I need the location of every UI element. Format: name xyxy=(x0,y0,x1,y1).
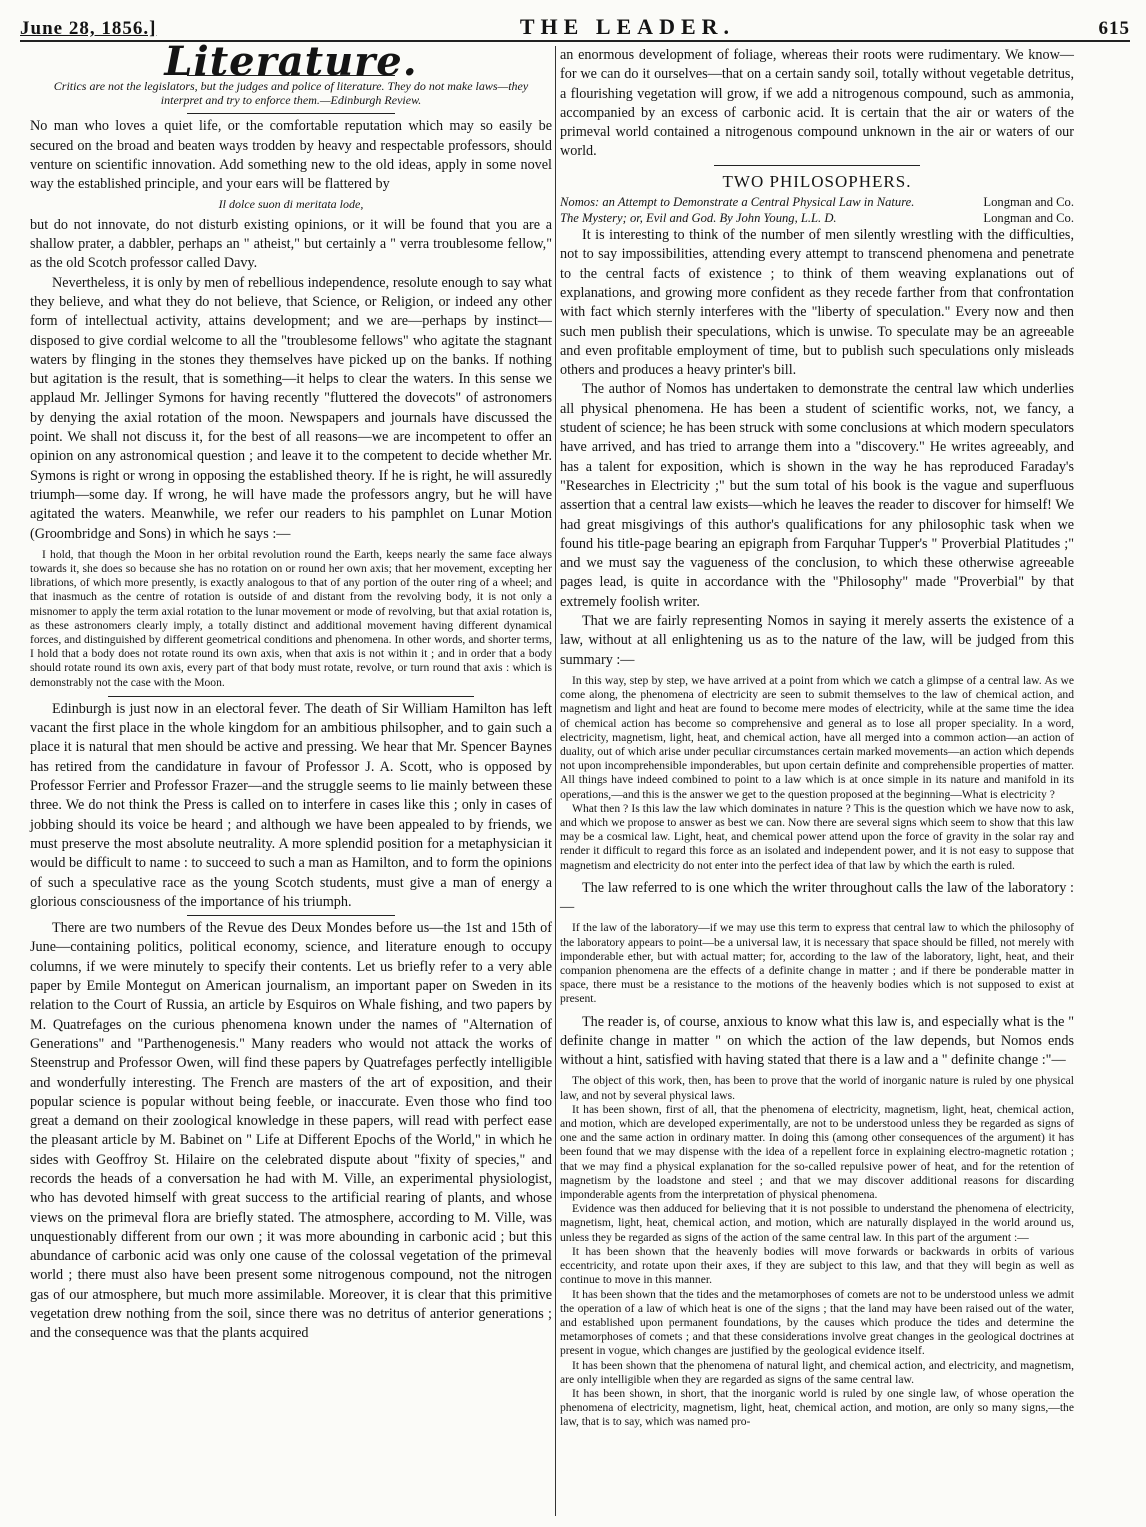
paragraph: The reader is, of course, anxious to know what this law is, and especially what is the " definite change in matter " on which the action of the law depends, but Nomos ends without a hint, satisfied with having stated that there is a law and a " definite change :"— xyxy=(560,1013,1074,1069)
extract: Evidence was then adduced for believing that it is not possible to understand the phenomena of electricity, magnetism, light, heat, chemical action, and motion, which are naturally displayed in the world around us, unless they be regarded as signs of the action of the same central law. In this part of the argument :— xyxy=(560,1202,1074,1244)
extract: It has been shown, first of all, that the phenomena of electricity, magnetism, light, heat, chemical action, and motion, which are developed experimentally, are not to be understood unless they be regarded as signs of one and the same action in ordinary matter. In doing this (among other consequences of the argument) it has been found that we may dispense with the idea of a repellent force in explaining electro-magnetic rotation ; that we may find a physical explanation for the so-called repulsive power of heat, and for the retention of magnetism by the loadstone and steel ; and that we may discover additional reasons for discarding imponderable agents from the interpretation of physical phenomena. xyxy=(560,1102,1074,1202)
page-header xyxy=(20,6,1130,42)
right-column xyxy=(560,46,1074,1436)
paragraph: There are two numbers of the Revue des Deux Mondes before us—the 1st and 15th of June—containing politics, political economy, science, and literature enough to occupy columns, if we were minutely to specify their contents. Let us briefly refer to a very able paper by Emile Montegut on American journalism, an important paper on Sweden in its relation to the Court of Russia, an article by Esquiros on Whale fishing, and two papers by M. Quatrefages on the curious phenomena known under the names of "Alternation of Generations" and "Parthenogenesis." Many readers who would not attack the works of Steenstrup and Professor Owen, will find these papers by Quatrefages perfectly intelligible and wonderfully interesting. The French are masters of the art of exposition, and their popular science is popular without being feeble, or inaccurate. Even those who find too great a demand on their zoological knowledge in these papers, will read with perfect ease the pleasant article by M. Babinet on " Life at Different Epochs of the World," in which he sides with Geoffroy St. Hilaire on the celebrated dispute about "fixity of species," and records the heads of a conversation he had with M. Ville, an experimental physiologist, who has devoted himself with great success to the artificial rearing of plants, and whose views on the primeval flora are briefly stated. The atmosphere, according to M. Ville, was unquestionably different from our own ; it was more abounding in carbonic acid ; but this abundance of carbonic acid was only one cause of the colossal vegetation of the primeval world ; there must also have been present some nitrogenous compound, not the nitrogen gas of our atmosphere, but much more assimilable. Moreover, it is clear that this primitive vegetation drew nothing from the soil, since there was no detritus of anterior generations ; and the consequence was that the plants acquired xyxy=(30,920,552,1342)
extract-block xyxy=(560,1074,1074,1429)
motto xyxy=(40,79,542,107)
masthead-title: THE LEADER. xyxy=(519,14,736,39)
extract: It has been shown that the phenomena of natural light, and chemical action, and electricity, and magnetism, are only intelligible when they are regarded as signs of the same central law. xyxy=(560,1358,1074,1386)
column-divider xyxy=(555,46,556,1516)
paragraph: Edinburgh is just now in an electoral fever. The death of Sir William Hamilton has left vacant the first place in the whole kingdom for an ambitious philsopher, and to gain such a place it is natural that men should be active and pressing. We hear that Mr. Spencer Baynes has retired from the candidature in favour of Professor J. A. Scott, who is opposed by Professor Ferrier and Professor Frazer—and the struggle seems to lie mainly between these three. We do not think the Press is called on to interfere in cases like this ; only in cases of jobbing should its voice be heard ; and although we have been appealed to by friends, we must preserve the most absolute neutrality. A more splendid position for a metaphysician it would be difficult to name : to succeed to such a man as Hamilton, and to form the opinions of such a speculative race as the young Scotch students, must give a man of energy a glorious consciousness of the importance of his triumph. xyxy=(30,700,552,910)
books-reviewed xyxy=(560,194,1074,226)
extract: It has been shown, in short, that the inorganic world is ruled by one single law, of whose operation the phenomena of electricity, magnetism, light, heat, chemical action, and motion, are only so many signs,—the law, that is to say, which was named pro- xyxy=(560,1386,1074,1429)
left-column xyxy=(30,38,552,1344)
extract-block xyxy=(30,548,552,690)
book-entry xyxy=(560,194,1074,210)
issue-date: June 28, 1856.] xyxy=(20,18,157,39)
divider-rule xyxy=(187,915,396,916)
extract-block xyxy=(560,674,1074,873)
extract: What then ? Is this law the law which dominates in nature ? This is the question which we have now to ask, and which we propose to answer as best we can. Now there are several signs which seem to show that this law may be a cosmical law. Light, heat, and chemical power attend upon the force of gravity in the solar ray and render it difficult to regard this force as an isolated and independent power, and it is not easy to suppose that magnetism and electricity do not enter into the perfect idea of that law by which the earth is ruled. xyxy=(560,801,1074,872)
paragraph: It is interesting to think of the number of men silently wrestling with the difficulties, not to say impossibilities, attending every attempt to transcend phenomena and penetrate to the central facts of existence ; to think of them weaving explanations out of explanations, and growing more confident as they recede farther from that confrontation with fact which sternly interferes with the "liberty of speculation." Every now and then such men publish their speculations, which is unwise. To speculate may be an agreeable and even profitable employment of time, but to publish such speculations only misleads others and produces a heavy printer's bill. xyxy=(560,227,1074,379)
italian-quote: Il dolce suon di meritata lode, xyxy=(218,197,364,212)
paragraph: That we are fairly representing Nomos in saying it merely asserts the existence of a law, without at all enlightening us as to the nature of the law, will be judged from this summary :— xyxy=(560,613,1074,668)
divider-rule xyxy=(714,165,920,166)
paragraph: The law referred to is one which the writer throughout calls the law of the laboratory :— xyxy=(560,879,1074,916)
paragraph: No man who loves a quiet life, or the comfortable reputation which may so easily be secured on the broad and beaten ways trodden by heavy and respectable professors, should venture on scientific innovation. Add something new to the old ideas, apply in some novel way the established principle, and your ears will be flattered by xyxy=(30,118,552,193)
divider-rule xyxy=(187,113,396,114)
page-number: 615 xyxy=(1098,18,1130,39)
paragraph: an enormous development of foliage, whereas their roots were rudimentary. We know—for we can do it ourselves—that on a certain sandy soil, totally without vegetable detritus, a flourishing vegetation will grow, if we add a nitrogenous compound, such as ammonia, accompanied by an excess of carbonic acid. It is certain that the air or waters of the primeval world contained a nitrogenous compound unknown in the air or waters of our world. xyxy=(560,47,1074,160)
extract-block xyxy=(560,921,1074,1006)
paragraph: The author of Nomos has undertaken to demonstrate the central law which underlies all physical phenomena. He has been a student of scientific works, not, we fancy, a student of science; he has been struck with some conclusions at which modern speculators have arrived, and has tried to arrange them into a "discovery." He writes agreeably, and has a talent for exposition, which is shown in the way he has reproduced Faraday's "Researches in Electricity ;" but the sum total of his book is the vague and superfluous assertion that a central law exists—which he leaves the reader to discover for himself! We had great misgivings of this author's qualifications for any philosophic task when we found his title-page bearing an epigraph from Farquhar Tupper's " Proverbial Platitudes ;" and we must say the vagueness of the conclusion, to which these otherwise agreeable pages lead, is quite in accordance with the "Philosophy" made "Proverbial" by that extremely foolish writer. xyxy=(560,381,1074,610)
book-publisher: Longman and Co. xyxy=(983,211,1074,226)
section-title-two-philosophers: TWO PHILOSOPHERS. xyxy=(722,171,912,191)
section-title-literature: Literature. xyxy=(164,38,418,85)
extract: It has been shown that the heavenly bodies will move forwards or backwards in orbits of various eccentricity, and rotate upon their axes, if they are subject to this law, and that they will begin as well as continue to move in this manner. xyxy=(560,1244,1074,1287)
divider-rule xyxy=(108,696,473,697)
book-title: Nomos: an Attempt to Demonstrate a Central Physical Law in Nature. xyxy=(560,195,915,210)
extract: The object of this work, then, has been to prove that the world of inorganic nature is ruled by one physical law, and not by several physical laws. xyxy=(560,1074,1074,1102)
paragraph: but do not innovate, do not disturb existing opinions, or it will be found that you are a shallow prater, a dabbler, perhaps an " atheist," but certainly a " verra troublesome fellow," as the old Scotch professor called Davy. xyxy=(30,216,552,272)
paragraph: Nevertheless, it is only by men of rebellious independence, resolute enough to say what they believe, and what they do not believe, that Science, or Religion, or indeed any other form of intellectual activity, attains development; and we are—perhaps by instinct—disposed to give cordial welcome to all the "troublesome fellows" who agitate the stagnant waters by flinging in the stones they themselves have picked up on the banks. If nothing but agitation is the result, that is something—it helps to clear the waters. In this sense we applaud Mr. Jellinger Symons for having recently "fluttered the dovecots" of astronomers by denying the axial rotation of the moon. Newspapers and journals have discussed the point. We shall not discuss it, for the best of all reasons—we are incompetent to offer an opinion on any astronomical question ; and leave it to the competent to decide whether Mr. Symons is right or wrong in opposing the established theory. If he is right, he will assuredly triumph—some day. If wrong, he will have made the professors angry, but he will have agitated the waters. Meanwhile, we refer our readers to his pamphlet on Lunar Motion (Groombridge and Sons) in which he says :— xyxy=(30,274,552,542)
book-entry xyxy=(560,210,1074,226)
motto-source: Edinburgh Review. xyxy=(330,93,422,108)
extract: I hold, that though the Moon in her orbital revolution round the Earth, keeps nearly the same face always towards it, she does so because she has no rotation on or round her own axis; that her movement, excepting her librations, of which more presently, is exactly analogous to that of any portion of the outer ring of a wheel; and that inasmuch as the centre of rotation is outside of and distant from the revolving body, it is not only a misnomer to apply the term axial rotation to the lunar movement or mode of revolving, but that axial rotation is, as these astronomers clearly imply, a totally distinct and additional movement having different dynamical forces, and distinguished by different geometrical conditions and phenomena. In other words, and shorter terms, I hold that a body does not rotate round its own axis, when that axis is not within it ; and in order that a body should rotate round its own axis, every part of that body must rotate, revolve, or turn round that axis : which is demonstrably not the case with the Moon. xyxy=(30,547,552,689)
extract: If the law of the laboratory—if we may use this term to express that central law to which the philosophy of the laboratory appears to point—be a universal law, it is necessary that space should be filled, not merely with imponderable ether, but with actual matter; for, according to the law of the laboratory, light, heat, and their companion phenomena are the effects of a definite change in matter ; and if there be ponderable matter in space, there must be a resistance to the motions of the heavenly bodies which is not supposed to exist at present. xyxy=(560,921,1074,1006)
extract: In this way, step by step, we have arrived at a point from which we catch a glimpse of a central law. As we come along, the phenomena of electricity are seen to submit themselves to the law of chemical action, and magnetism and light and heat are found to become mere modes of electricity, while at the same time the idea of chemical action has become so comprehensive and general as to lose all proper speciality. In a word, electricity, magnetism, light, heat, and chemical action, have all merged into a common action—an action of duality, out of which arise under peculiar circumstances certain marked movements—an action which depends not upon incomprehensible imponderables, but upon certain definite and comprehensible properties of matter. All things have indeed combined to point to a law which is at once simple in its nature and manifold in its operations,—and this is the answer we get to the question proposed at the beginning—What is electricity ? xyxy=(560,673,1074,801)
extract: It has been shown that the tides and the metamorphoses of comets are not to be understood unless we admit the operation of a law of which heat is one of the signs ; that the land may have been raised out of the water, and established upon permanent foundations, by the causes which produce the tides and determine the metamorphoses of comets ; and that these considerations involve great changes in the geological doctrines at present in vogue, which changes are justified by the geological evidence itself. xyxy=(560,1287,1074,1358)
book-publisher: Longman and Co. xyxy=(983,195,1074,210)
book-title: The Mystery; or, Evil and God. By John Young, L.L. D. xyxy=(560,211,837,226)
motto-text: Critics are not the legislators, but the judges and police of literature. They do not make laws—they interpret and try to enforce them.— xyxy=(53,79,529,108)
